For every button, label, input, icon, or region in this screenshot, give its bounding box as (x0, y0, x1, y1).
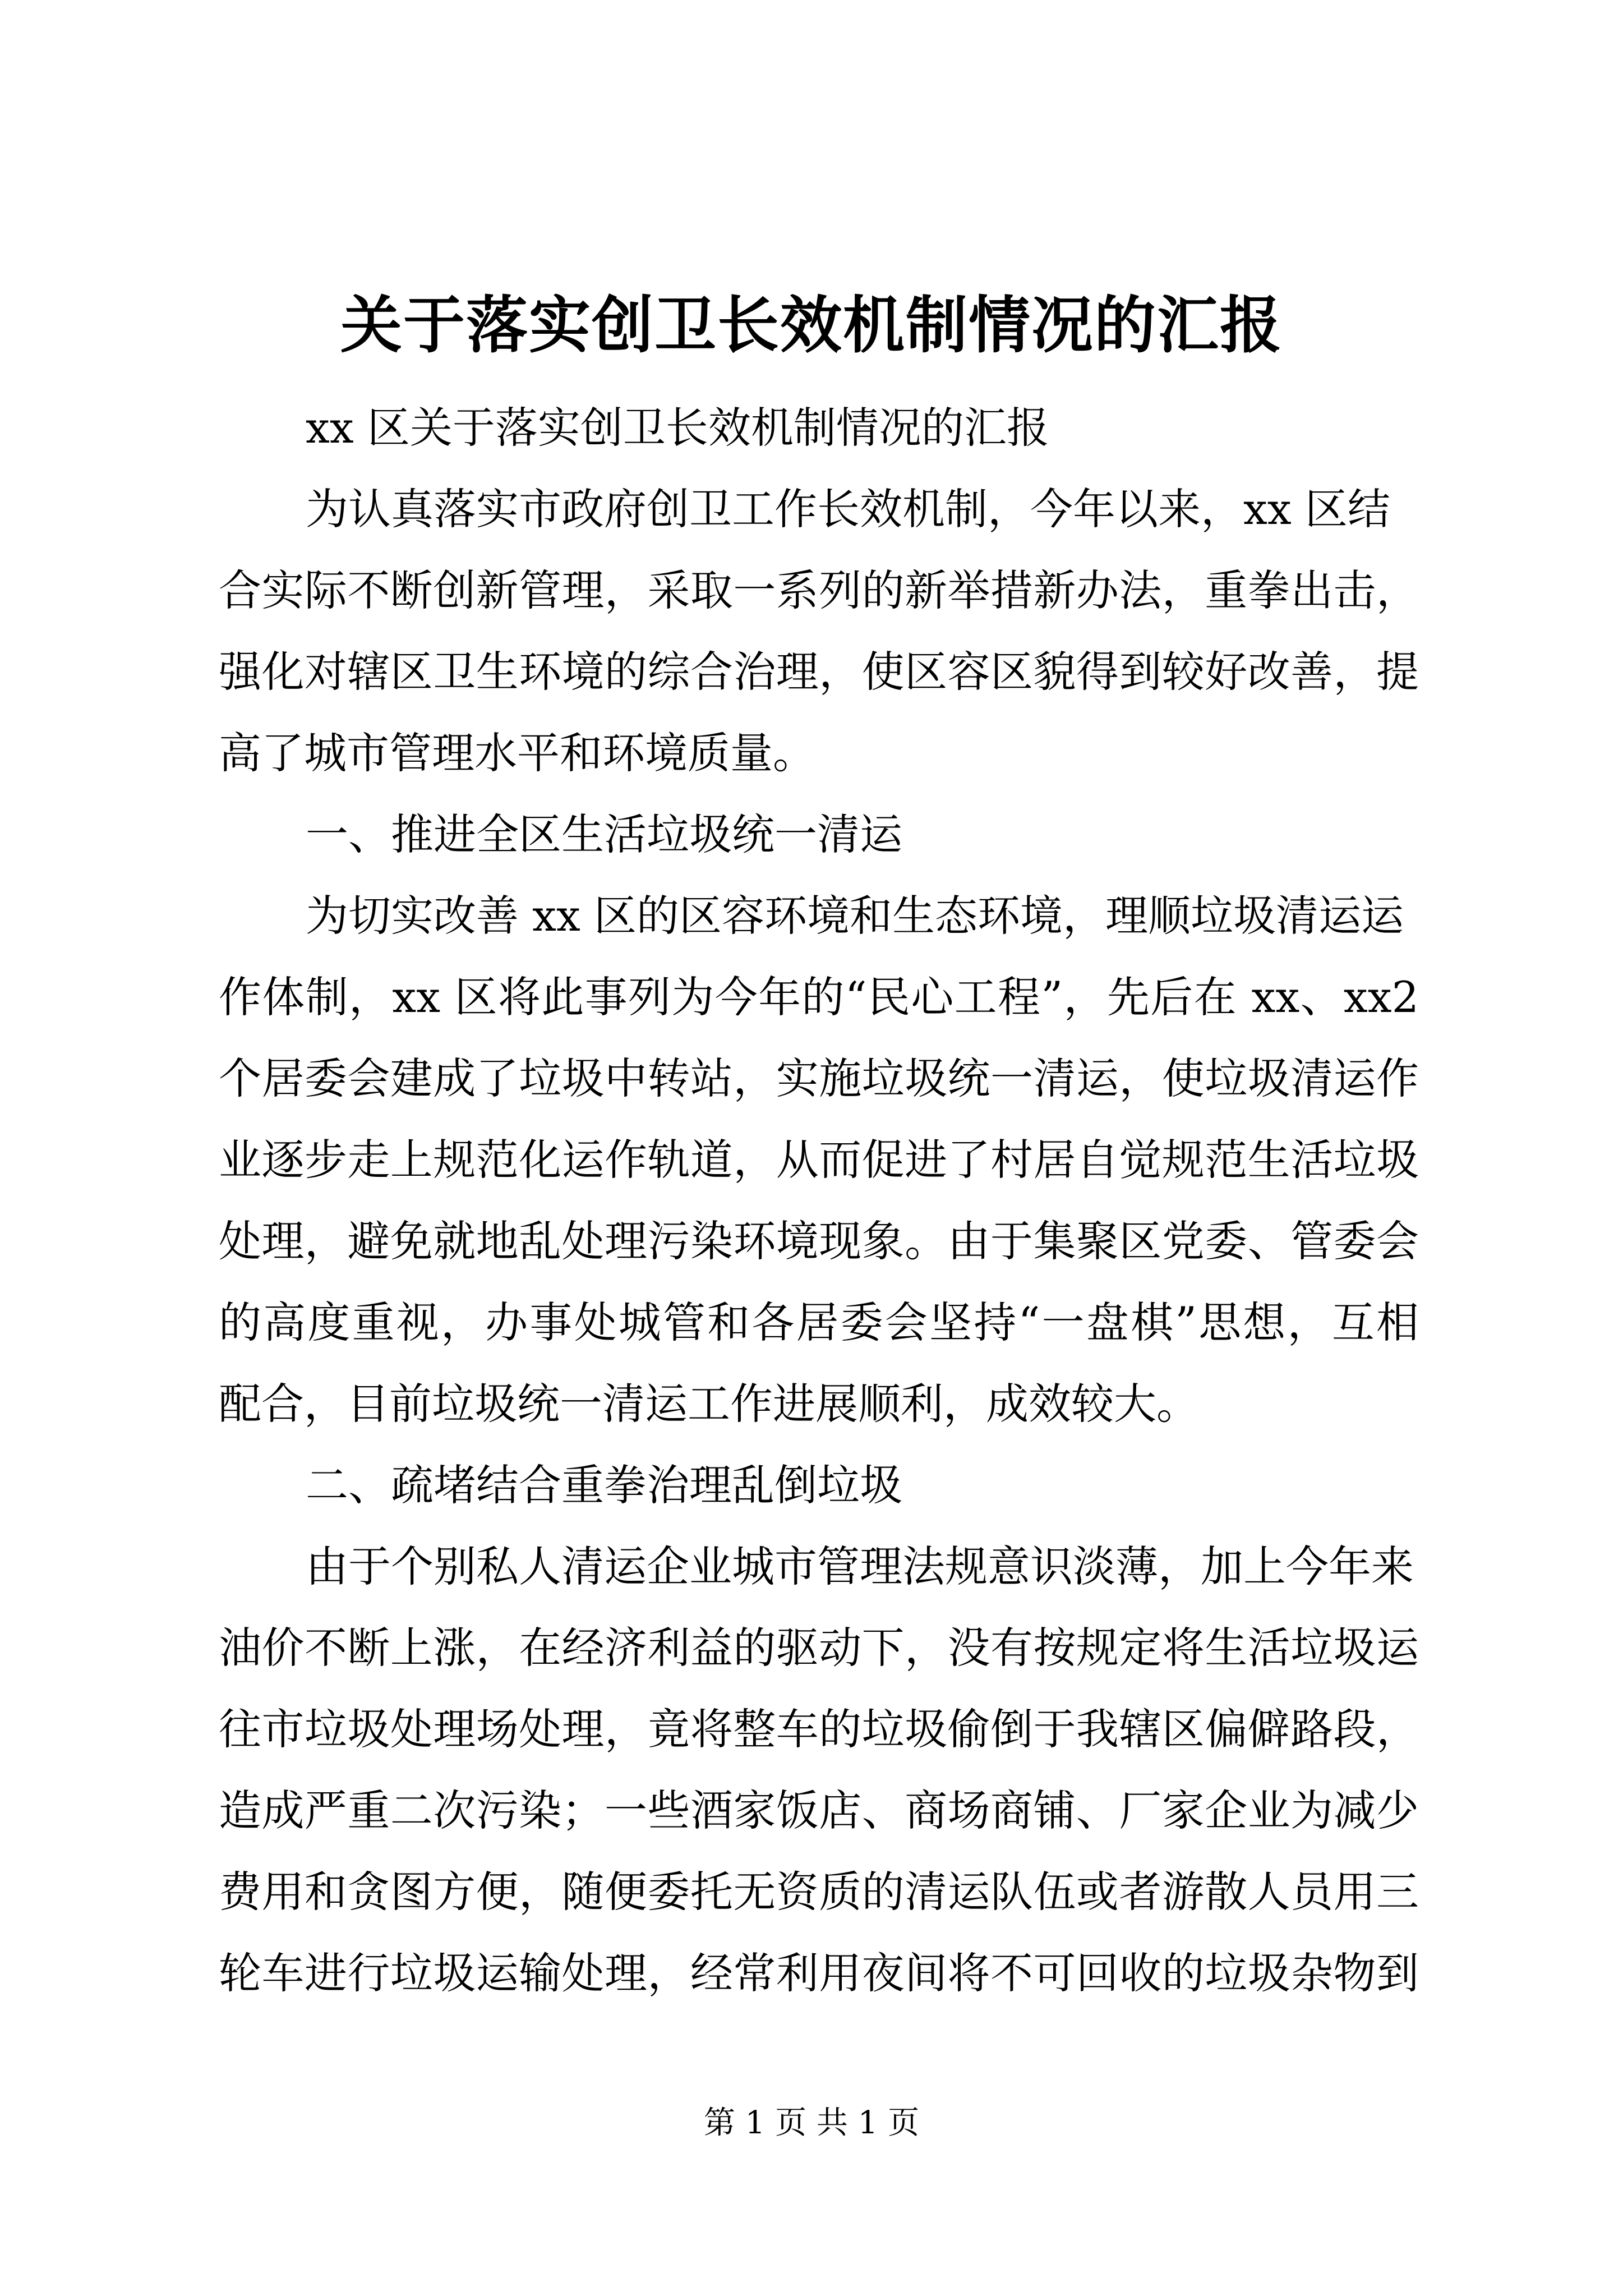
section-heading-1: 一、推进全区生活垃圾统一清运 (306, 809, 902, 859)
paragraph-line: 个居委会建成了垃圾中转站，实施垃圾统一清运，使垃圾清运作 (219, 1053, 1419, 1103)
paragraph-line: 的高度重视，办事处城管和各居委会坚持“一盘棋”思想，互相 (219, 1297, 1419, 1347)
paragraph-line: 强化对辖区卫生环境的综合治理，使区容区貌得到较好改善，提 (219, 647, 1419, 697)
document-title: 关于落实创卫长效机制情况的汇报 (340, 289, 1283, 361)
paragraph-line: 合实际不断创新管理，采取一系列的新举措新办法，重拳出击， (219, 565, 1419, 615)
page-number-footer: 第 1 页 共 1 页 (703, 2105, 920, 2141)
paragraph-line: 处理，避免就地乱处理污染环境现象。由于集聚区党委、管委会 (219, 1216, 1419, 1266)
paragraph-line: 往市垃圾处理场处理，竟将整车的垃圾偷倒于我辖区偏僻路段， (219, 1704, 1419, 1754)
paragraph-line: 油价不断上涨，在经济利益的驱动下，没有按规定将生活垃圾运 (219, 1623, 1419, 1673)
section-heading-2: 二、疏堵结合重拳治理乱倒垃圾 (306, 1460, 902, 1510)
paragraph-line: 费用和贪图方便，随便委托无资质的清运队伍或者游散人员用三 (219, 1867, 1419, 1917)
paragraph-line: 高了城市管理水平和环境质量。 (219, 728, 815, 778)
paragraph-line: 配合，目前垃圾统一清运工作进展顺利，成效较大。 (219, 1379, 1199, 1429)
document-body (219, 387, 1419, 2014)
paragraph-line: 为切实改善 xx 区的区容环境和生态环境，理顺垃圾清运运 (306, 891, 1404, 941)
paragraph-subtitle-line: xx 区关于落实创卫长效机制情况的汇报 (306, 403, 1049, 453)
paragraph-line: 业逐步走上规范化运作轨道，从而促进了村居自觉规范生活垃圾 (219, 1135, 1419, 1185)
paragraph-line: 为认真落实市政府创卫工作长效机制，今年以来，xx 区结 (306, 484, 1390, 534)
paragraph-line: 由于个别私人清运企业城市管理法规意识淡薄，加上今年来 (306, 1542, 1414, 1591)
paragraph-line: 造成严重二次污染；一些酒家饭店、商场商铺、厂家企业为减少 (219, 1786, 1419, 1835)
paragraph-line: 作体制，xx 区将此事列为今年的“民心工程”，先后在 xx、xx2 (219, 972, 1419, 1022)
paragraph-line: 轮车进行垃圾运输处理，经常利用夜间将不可回收的垃圾杂物到 (219, 1948, 1419, 1998)
